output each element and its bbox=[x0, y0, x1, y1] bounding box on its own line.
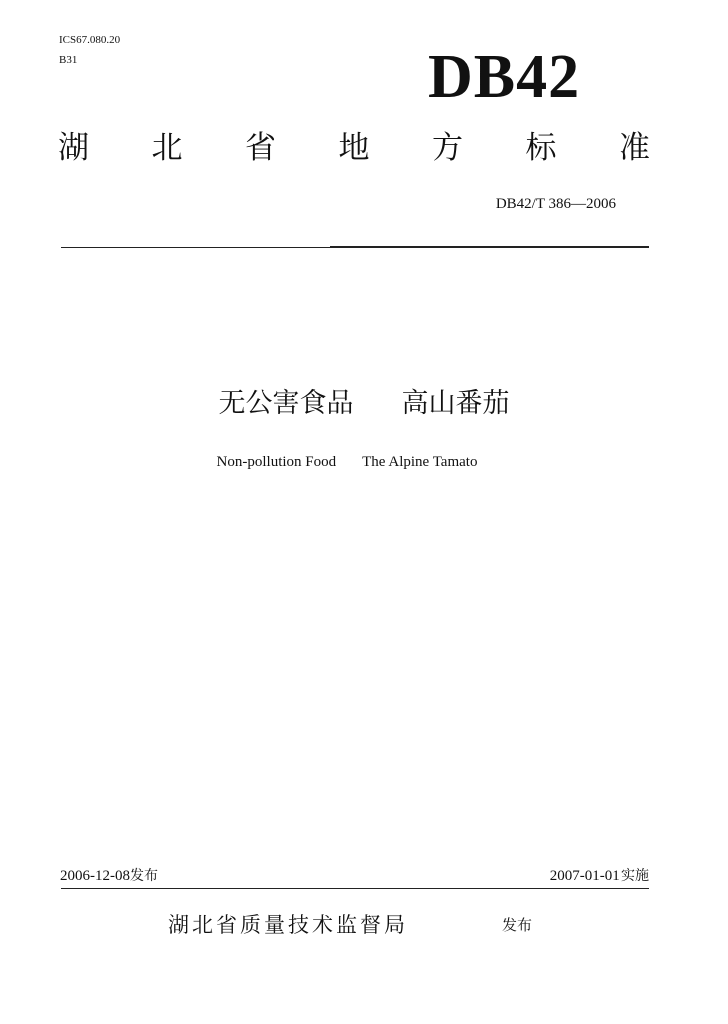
standard-number: DB42/T 386—2006 bbox=[495, 196, 616, 212]
issuing-authority-label: 发布 bbox=[502, 916, 533, 934]
implementation-date-label: 实施 bbox=[621, 868, 649, 884]
standard-type-char: 地 bbox=[338, 130, 370, 166]
footer-divider bbox=[61, 888, 649, 889]
document-title-en bbox=[0, 452, 694, 472]
issue-date-label: 发布 bbox=[130, 868, 158, 884]
standard-type-char: 湖 bbox=[58, 130, 89, 166]
standard-type-char: 标 bbox=[525, 130, 557, 166]
standard-type-char: 方 bbox=[432, 130, 463, 166]
title-en-part2: The Alpine Tamato bbox=[362, 454, 478, 470]
issuing-authority: 湖北省质量技术监督局 bbox=[168, 913, 408, 937]
standard-type-char: 北 bbox=[151, 130, 183, 166]
ics-code: ICS67.080.20 bbox=[59, 34, 121, 46]
standard-type-char: 省 bbox=[245, 130, 276, 166]
title-cn-part2: 高山番茄 bbox=[401, 388, 510, 419]
implementation-date-value: 2007-01-01 bbox=[549, 868, 620, 884]
title-cn-part1: 无公害食品 bbox=[218, 388, 354, 419]
implementation-date bbox=[550, 866, 649, 886]
standard-type-char: 准 bbox=[619, 130, 650, 166]
standard-mark: DB42 bbox=[428, 43, 581, 111]
issue-date-value: 2006-12-08 bbox=[60, 868, 130, 884]
document-title-cn bbox=[0, 386, 728, 422]
standard-type-title bbox=[58, 128, 650, 168]
ccs-code: B31 bbox=[59, 54, 78, 66]
issue-date bbox=[60, 866, 158, 886]
header-divider-accent bbox=[330, 246, 649, 248]
title-en-part1: Non-pollution Food bbox=[216, 454, 337, 470]
